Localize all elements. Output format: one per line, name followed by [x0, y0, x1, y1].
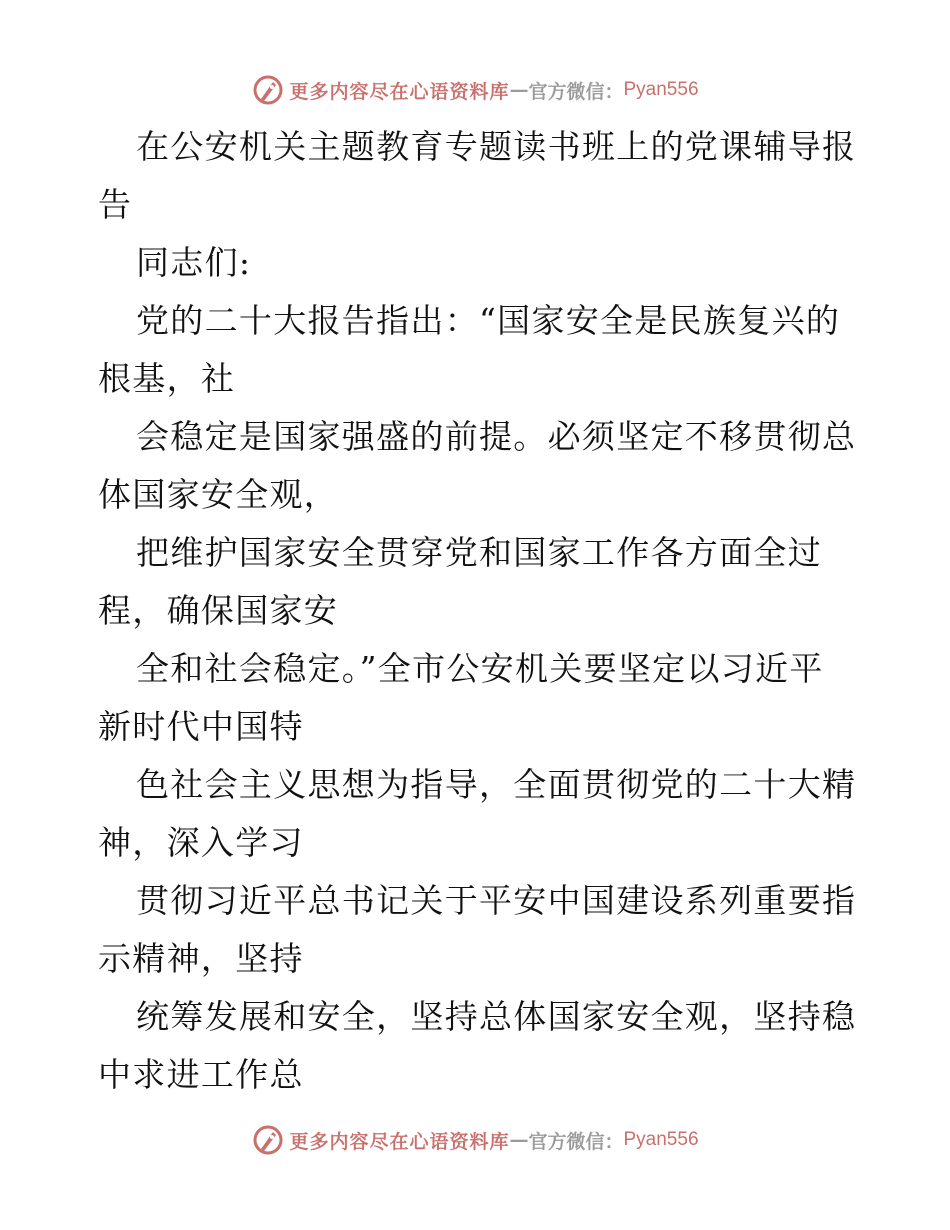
body-line: 根基，社 — [98, 359, 236, 398]
header-watermark — [0, 70, 950, 110]
body-line: 神，深入学习 — [98, 823, 304, 862]
body-line: 在公安机关主题教育专题读书班上的党课辅导报 — [136, 127, 857, 166]
body-line: 新时代中国特 — [98, 707, 304, 746]
watermark-separator: — — [509, 79, 529, 101]
body-line: 党的二十大报告指出：“国家安全是民族复兴的 — [136, 301, 841, 340]
watermark-separator: — — [509, 1129, 529, 1151]
body-line: 贯彻习近平总书记关于平安中国建设系列重要指 — [136, 881, 857, 920]
watermark-wechat-label: 官方微信： — [528, 1130, 624, 1153]
pen-logo-icon — [251, 1123, 285, 1157]
watermark-text: 更多内容尽在心语资料库 — [289, 80, 510, 103]
watermark-text: 更多内容尽在心语资料库 — [289, 1130, 510, 1153]
body-line: 中求进工作总 — [98, 1055, 304, 1094]
body-line: 示精神，坚持 — [98, 939, 304, 978]
watermark-wechat-id: Pyan556 — [623, 1129, 699, 1150]
body-line: 色社会主义思想为指导，全面贯彻党的二十大精 — [136, 765, 857, 804]
pen-logo-icon — [251, 73, 285, 107]
watermark-wechat-label: 官方微信： — [528, 80, 624, 103]
body-line: 把维护国家安全贯穿党和国家工作各方面全过 — [136, 533, 822, 572]
body-line: 体国家安全观， — [98, 475, 339, 514]
watermark-wechat-id: Pyan556 — [623, 79, 699, 100]
body-line: 告 — [98, 185, 133, 224]
body-line: 程，确保国家安 — [98, 591, 339, 630]
salutation: 同志们: — [136, 243, 252, 282]
body-line: 统筹发展和安全，坚持总体国家安全观，坚持稳 — [136, 997, 857, 1036]
body-line: 会稳定是国家强盛的前提。必须坚定不移贯彻总 — [136, 417, 857, 456]
footer-watermark — [0, 1120, 950, 1160]
body-line: 全和社会稳定。”全市公安机关要坚定以习近平 — [136, 649, 824, 688]
document-body — [98, 118, 858, 1104]
